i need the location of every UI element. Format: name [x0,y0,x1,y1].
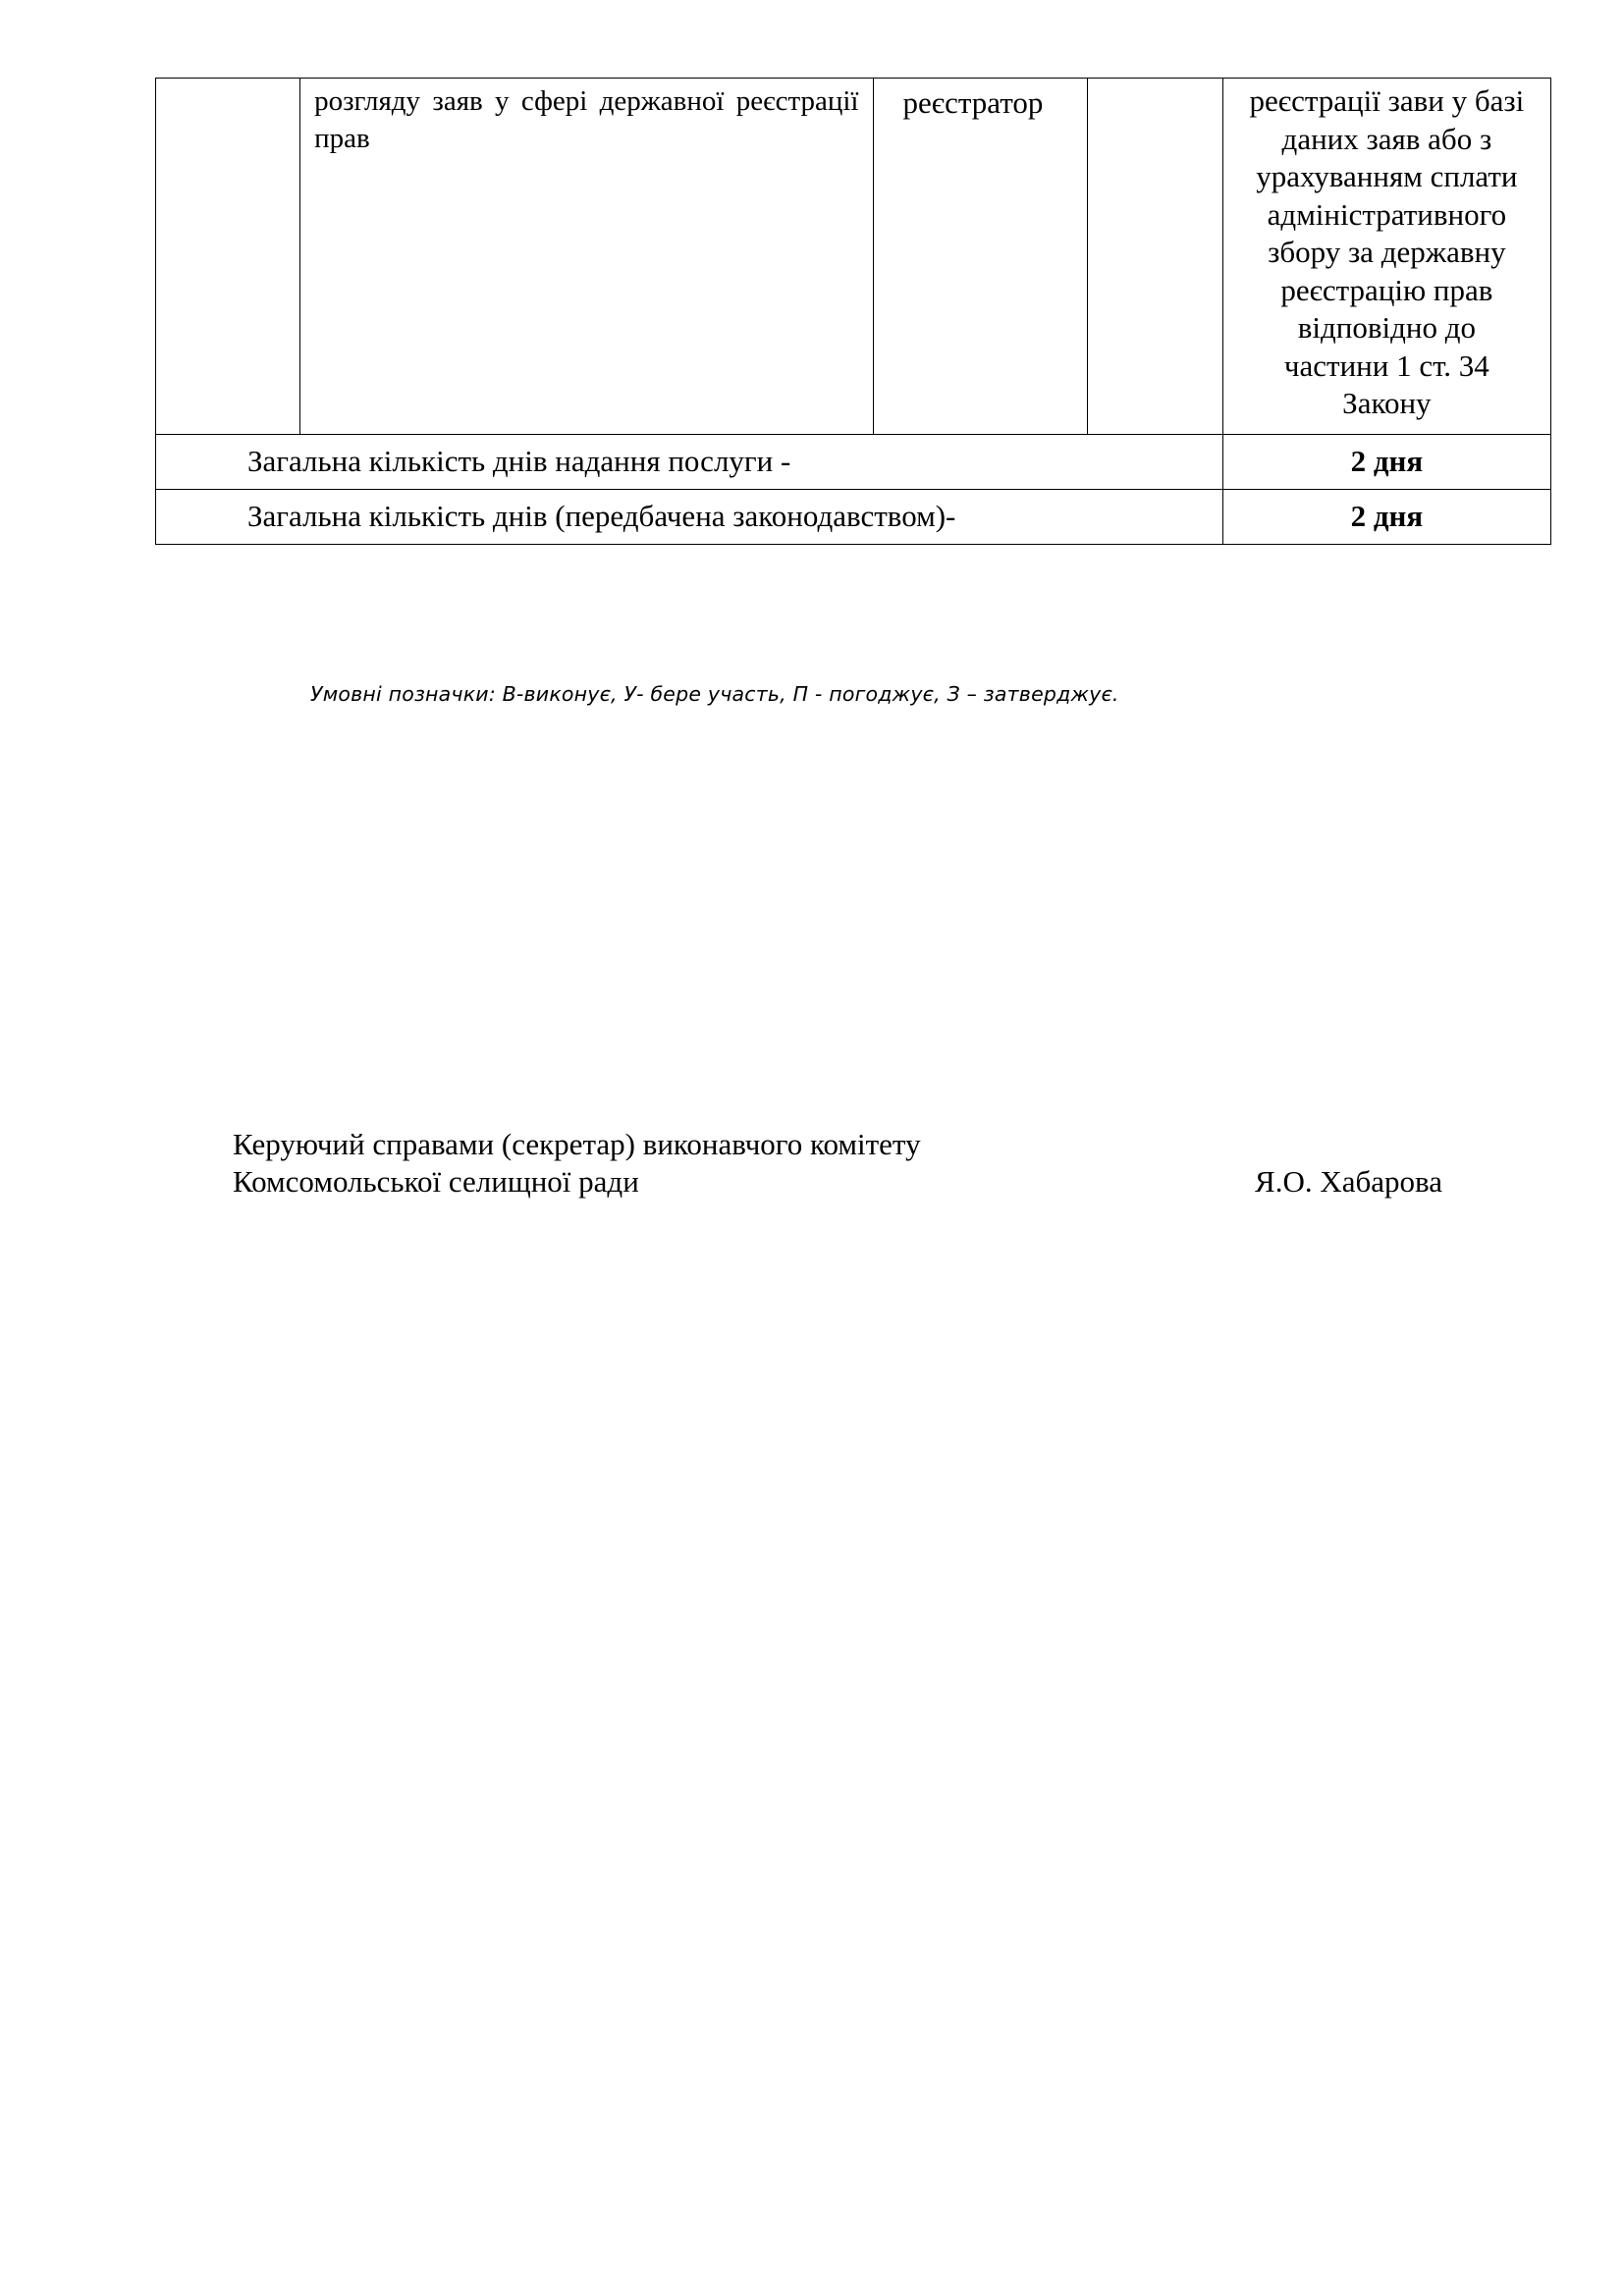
signer-name: Я.О. Хабарова [1255,1164,1442,1199]
note-line: урахуванням сплати [1256,159,1518,193]
signature-block [233,1126,1509,1201]
table-row [156,79,1551,435]
signer-position-line1: Керуючий справами (секретар) виконавчого комітету [233,1127,921,1161]
signer-position-line2: Комсомольської селищної ради [233,1164,639,1199]
note-line: збору за державну [1268,235,1506,269]
note-line: Закону [1342,386,1432,420]
note-line: частини 1 ст. 34 [1283,347,1489,383]
cell-action-mark [1087,79,1222,435]
note-line: адміністративного [1267,196,1507,232]
cell-index [156,79,300,435]
total-label: Загальна кількість днів (передбачена законодавством)- [156,490,1223,545]
note-line: реєстрацію прав [1280,272,1493,307]
legend-note: Умовні позначки: В-виконує, У- бере участь, П - погоджує, З – затверджує. [310,682,1119,706]
cell-term-note [1222,79,1550,435]
total-row-service-days [156,435,1551,490]
total-row-legal-days [156,490,1551,545]
total-label: Загальна кількість днів надання послуги - [156,435,1223,490]
total-value: 2 дня [1222,490,1550,545]
cell-responsible-role: реєстратор [873,79,1087,435]
note-line: відповідно до [1297,310,1476,345]
note-line: реєстрації зави у базі [1249,83,1525,118]
cell-description: розгляду заяв у сфері державної реєстрації прав [300,79,873,435]
total-value: 2 дня [1222,435,1550,490]
procedure-table [155,78,1551,545]
note-line: даних заяв або з [1281,121,1492,156]
